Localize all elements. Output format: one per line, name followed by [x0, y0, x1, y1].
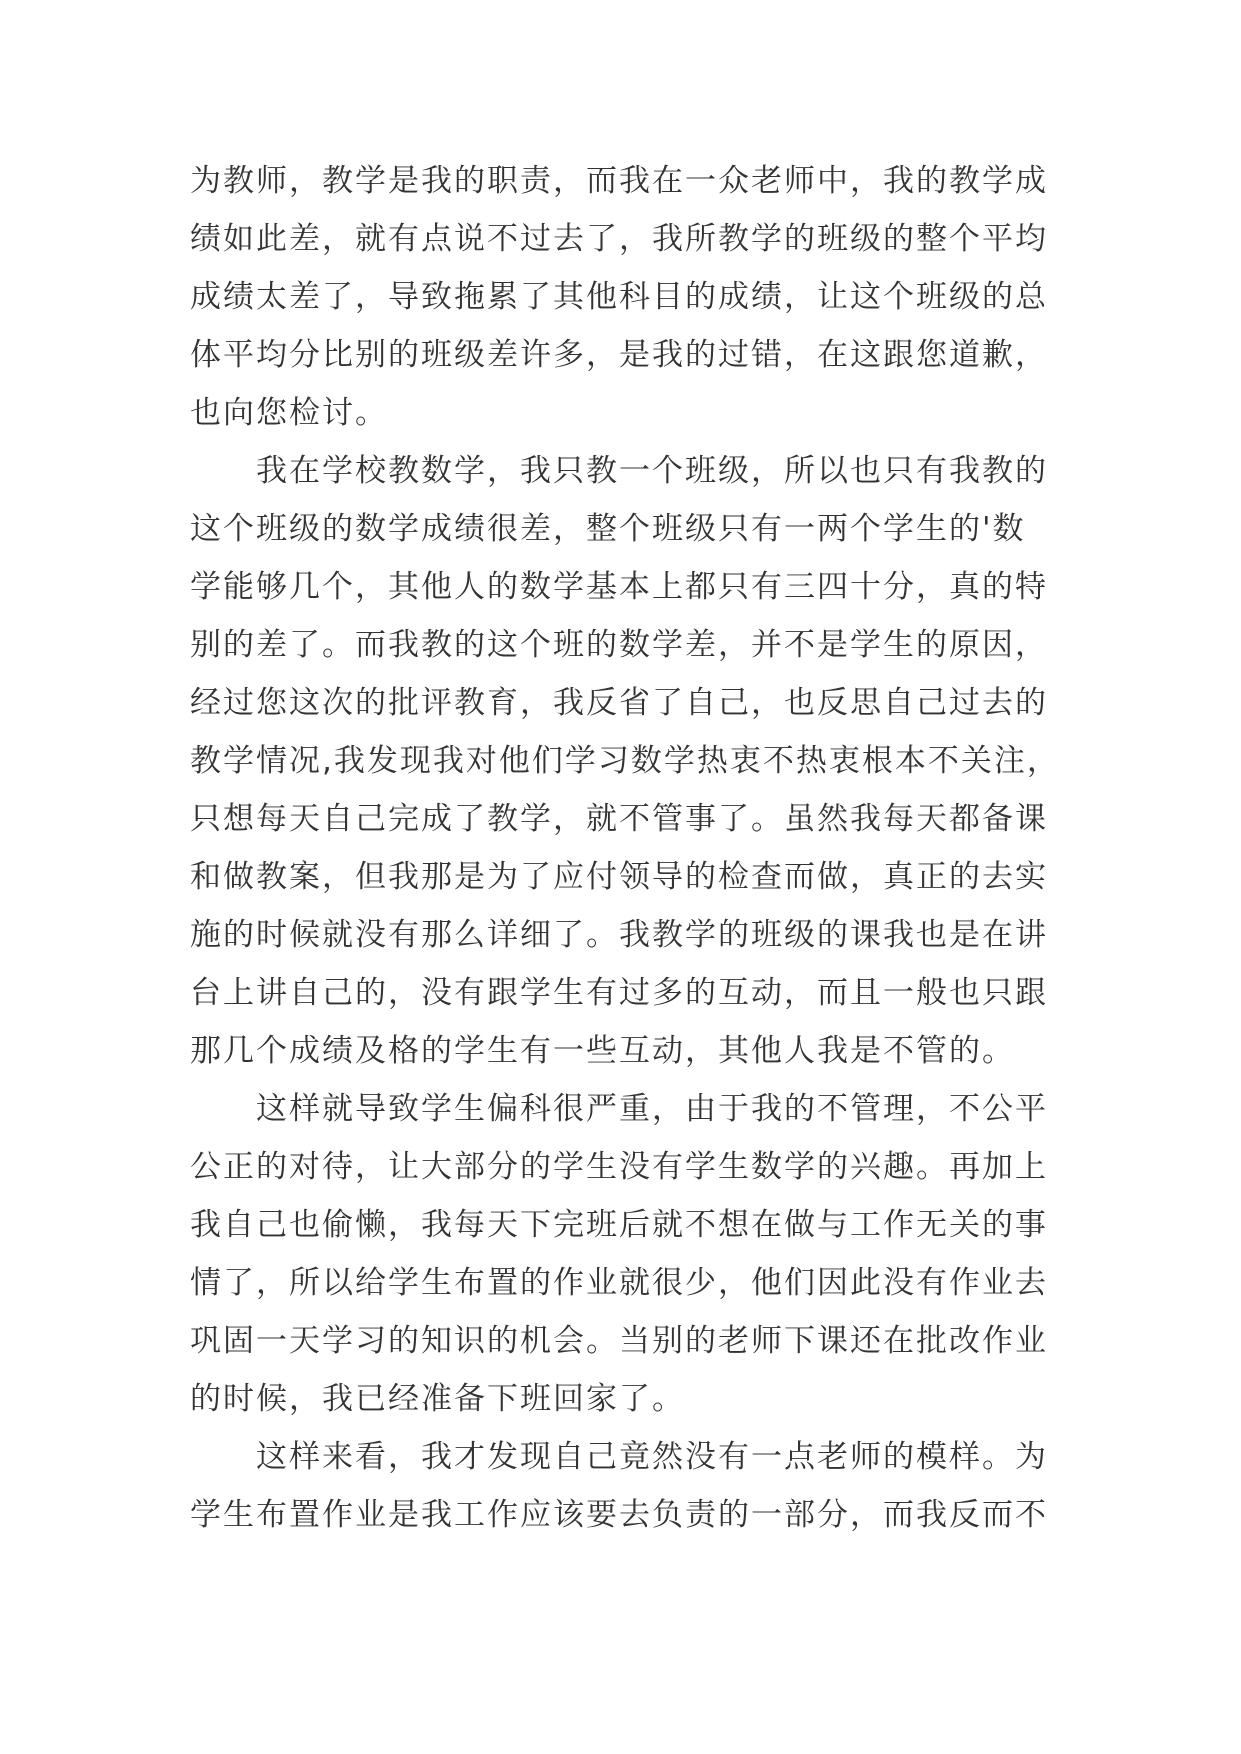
text-line: 那几个成绩及格的学生有一些互动，其他人我是不管的。: [190, 1033, 1015, 1069]
text-line: 别的差了。而我教的这个班的数学差，并不是学生的原因，: [190, 627, 1048, 663]
text-line: 的时候，我已经准备下班回家了。: [190, 1381, 685, 1417]
text-line: 学能够几个，其他人的数学基本上都只有三四十分，真的特: [190, 569, 1048, 605]
text-line: 巩固一天学习的知识的机会。当别的老师下课还在批改作业: [190, 1323, 1048, 1359]
text-line: 成绩太差了，导致拖累了其他科目的成绩，让这个班级的总: [190, 279, 1048, 315]
text-line: 我自己也偷懒，我每天下完班后就不想在做与工作无关的事: [190, 1207, 1048, 1243]
text-line: 我在学校教数学，我只教一个班级，所以也只有我教的: [190, 453, 1048, 489]
text-line: 情了，所以给学生布置的作业就很少，他们因此没有作业去: [190, 1265, 1048, 1301]
text-line: 这样就导致学生偏科很严重，由于我的不管理，不公平: [190, 1091, 1048, 1127]
text-line: 这个班级的数学成绩很差，整个班级只有一两个学生的'数: [190, 511, 1026, 547]
text-line: 台上讲自己的，没有跟学生有过多的互动，而且一般也只跟: [190, 975, 1048, 1011]
text-line: 和做教案，但我那是为了应付领导的检查而做，真正的去实: [190, 859, 1048, 895]
text-line: 公正的对待，让大部分的学生没有学生数学的兴趣。再加上: [190, 1149, 1048, 1185]
text-line: 教学情况,我发现我对他们学习数学热衷不热衷根本不关注，: [190, 743, 1060, 779]
text-line: 体平均分比别的班级差许多，是我的过错，在这跟您道歉，: [190, 337, 1048, 373]
text-line: 也向您检讨。: [190, 395, 388, 431]
text-line: 这样来看，我才发现自己竟然没有一点老师的模样。为: [190, 1439, 1048, 1475]
text-line: 绩如此差，就有点说不过去了，我所教学的班级的整个平均: [190, 221, 1048, 257]
text-line: 为教师，教学是我的职责，而我在一众老师中，我的教学成: [190, 163, 1048, 199]
text-line: 只想每天自己完成了教学，就不管事了。虽然我每天都备课: [190, 801, 1048, 837]
text-line: 经过您这次的批评教育，我反省了自己，也反思自己过去的: [190, 685, 1048, 721]
text-line: 学生布置作业是我工作应该要去负责的一部分，而我反而不: [190, 1497, 1048, 1533]
text-line: 施的时候就没有那么详细了。我教学的班级的课我也是在讲: [190, 917, 1048, 953]
